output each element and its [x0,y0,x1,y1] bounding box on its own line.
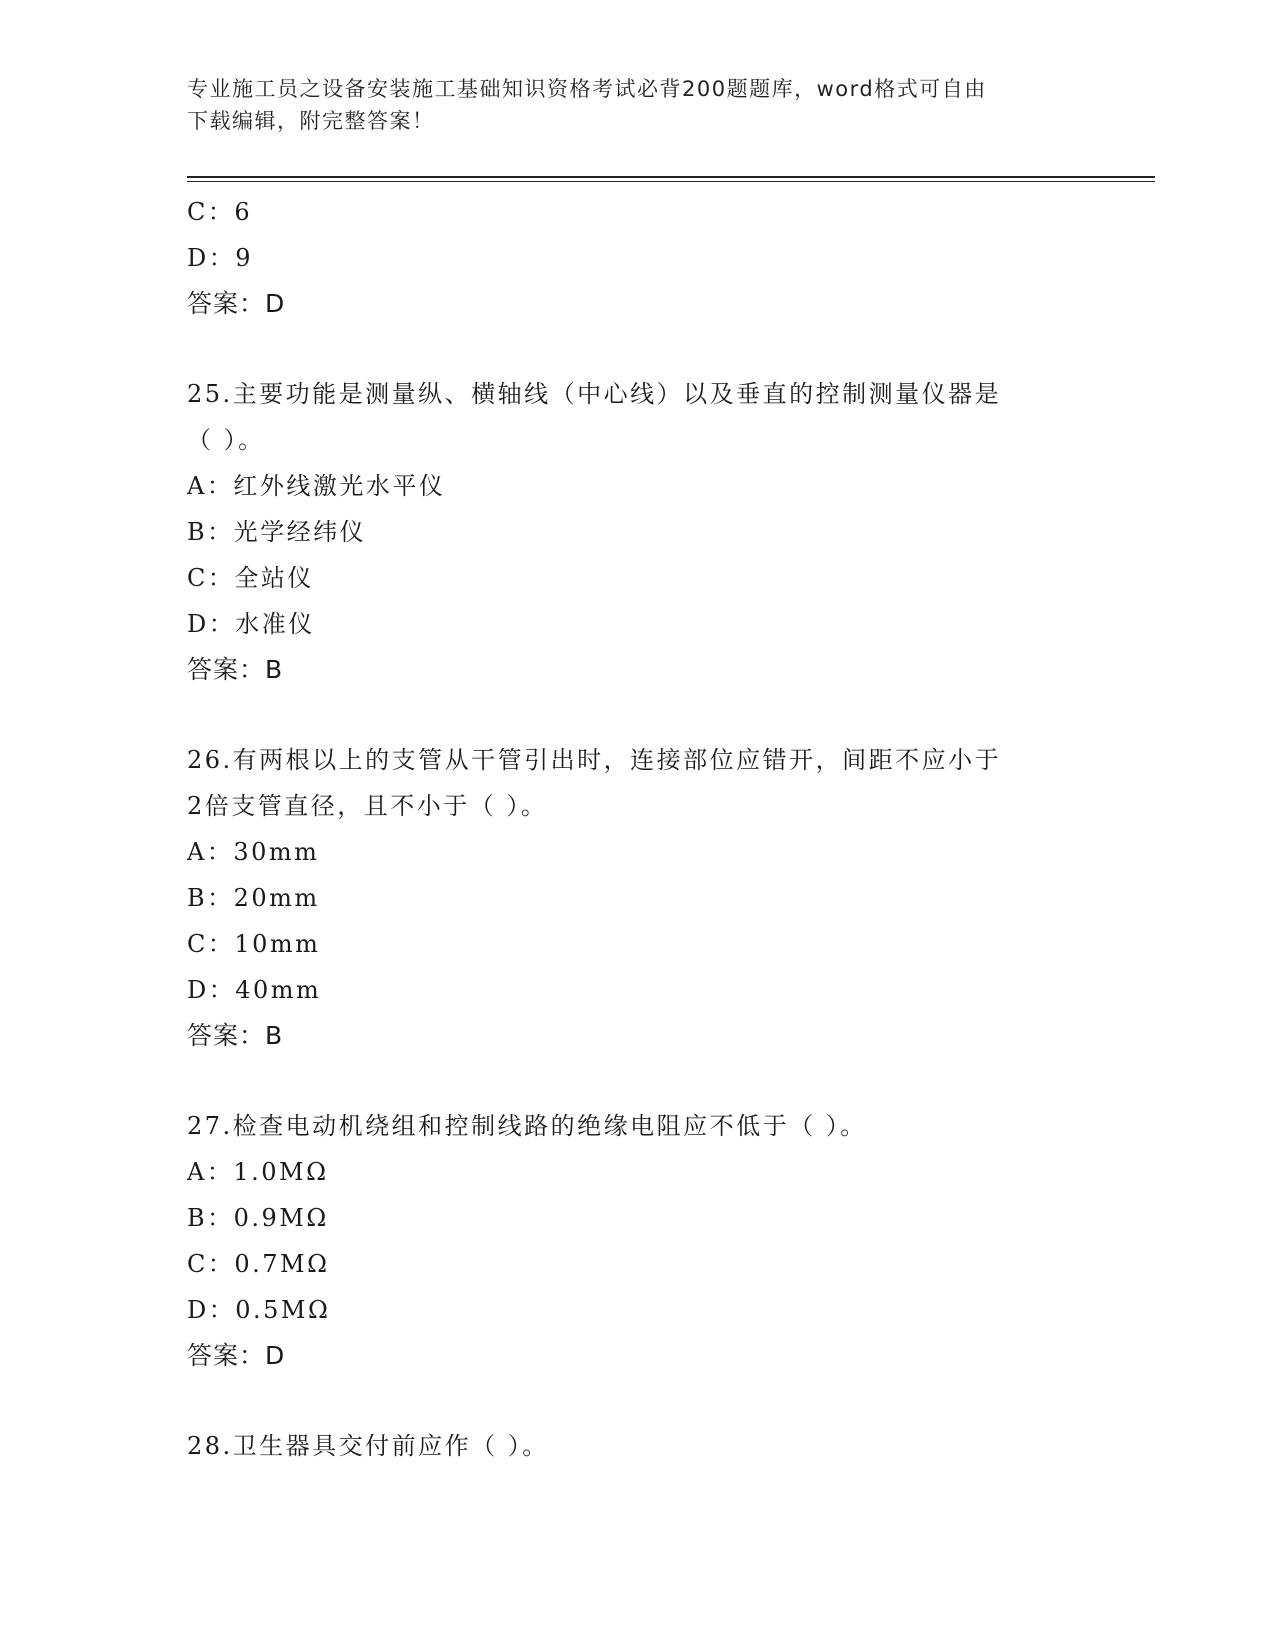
option-c: C：6 [187,198,253,226]
question-block-28 [187,1423,1087,1469]
option-b: B：光学经纬仪 [187,518,367,546]
option-c: C：0.7MΩ [187,1250,330,1278]
option-a: A：30mm [187,838,320,866]
option-c: C：全站仪 [187,564,314,592]
answer-line: 答案：D [187,289,286,318]
question-text: 28.卫生器具交付前应作（ ）。 [187,1432,549,1460]
answer-line: 答案：B [187,655,284,684]
question-text: 26.有两根以上的支管从干管引出时，连接部位应错开，间距不应小于 [187,746,1002,774]
document-header [187,73,1087,137]
question-text-cont: 2倍支管直径，且不小于（ ）。 [187,792,548,820]
question-text: 25.主要功能是测量纵、横轴线（中心线）以及垂直的控制测量仪器是 [187,380,1002,408]
header-line-2: 下载编辑，附完整答案！ [187,109,435,133]
question-block-27 [187,1103,1087,1379]
option-d: D：40mm [187,976,322,1004]
option-d: D：0.5MΩ [187,1296,331,1324]
option-d: D：水准仪 [187,610,315,638]
answer-line: 答案：B [187,1021,284,1050]
question-text: 27.检查电动机绕组和控制线路的绝缘电阻应不低于（ ）。 [187,1112,867,1140]
answer-line: 答案：D [187,1341,286,1370]
question-text-cont: （ ）。 [187,426,265,454]
question-block-24 [187,189,1087,327]
header-divider-thin [187,181,1155,182]
option-b: B：20mm [187,884,320,912]
option-d: D：9 [187,244,254,272]
question-list [187,189,1087,1469]
option-a: A：1.0MΩ [187,1158,329,1186]
option-b: B：0.9MΩ [187,1204,329,1232]
header-divider-thick [187,176,1155,178]
question-block-25 [187,371,1087,693]
option-c: C：10mm [187,930,321,958]
option-a: A：红外线激光水平仪 [187,472,446,500]
header-line-1: 专业施工员之设备安装施工基础知识资格考试必背200题题库，word格式可自由 [187,77,987,101]
question-block-26 [187,737,1087,1059]
